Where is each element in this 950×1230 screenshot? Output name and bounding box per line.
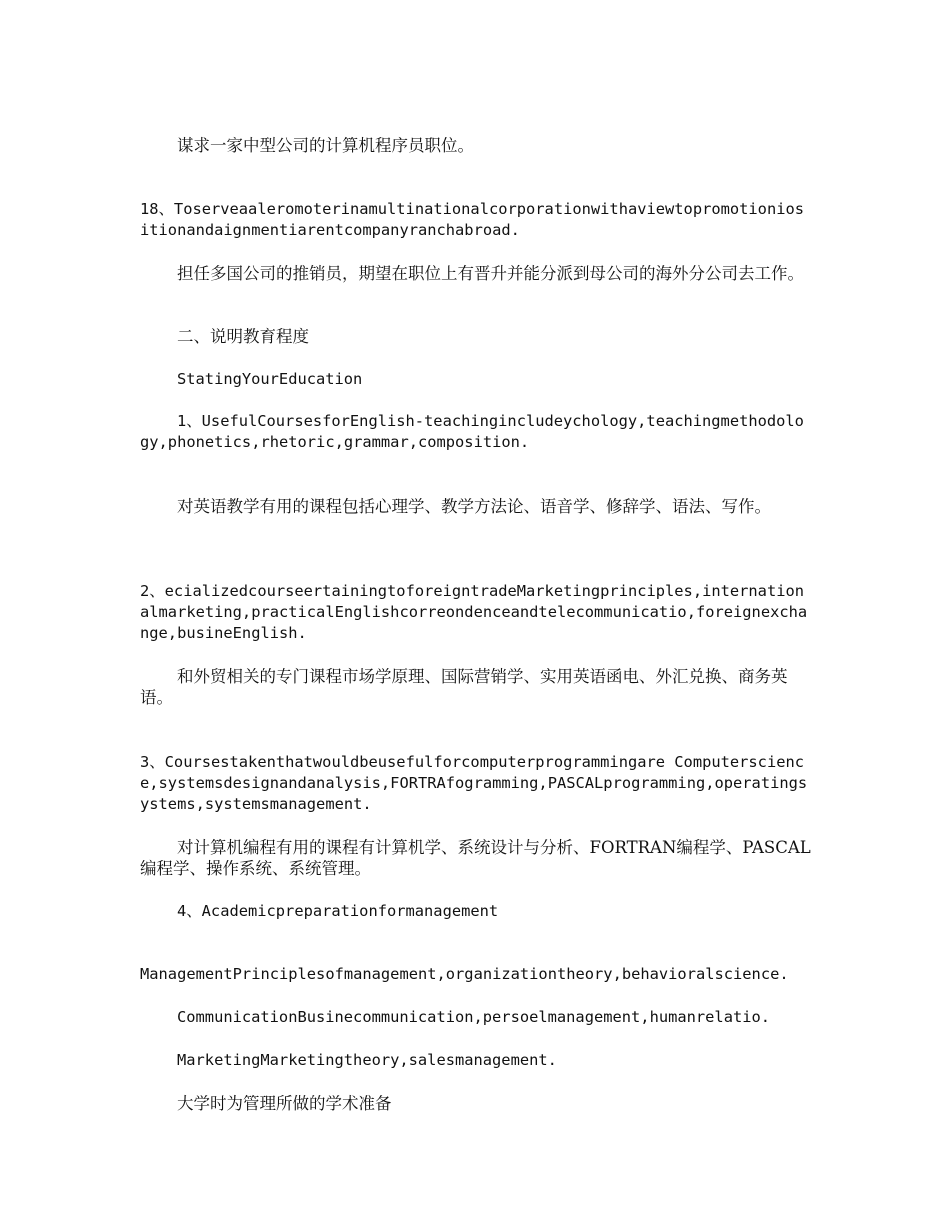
- paragraph-3-en: 3、Coursestakenthatwouldbeusefulforcomputerprogrammingare Computerscience,systemsdesignandanalysis,FORTRAfogramming,PASCALprogramming,operatingsystems,systemsmanagement.: [140, 753, 808, 813]
- paragraph-4-heading-en: 4、Academicpreparationformanagement: [177, 902, 499, 920]
- paragraph-2-cn: 和外贸相关的专门课程市场学原理、国际营销学、实用英语函电、外汇兑换、商务英语。: [140, 667, 788, 707]
- paragraph-3-cn: 对计算机编程有用的课程有计算机学、系统设计与分析、FORTRAN编程学、PASCAL编程学、操作系统、系统管理。: [140, 838, 811, 878]
- paragraph-marketing-en: MarketingMarketingtheory,salesmanagement.: [177, 1051, 557, 1069]
- paragraph-4-cn: 大学时为管理所做的学术准备: [177, 1094, 392, 1113]
- paragraph-communication-en: CommunicationBusinecommunication,persoelmanagement,humanrelatio.: [177, 1008, 771, 1026]
- section-heading-education-cn: 二、说明教育程度: [177, 327, 309, 346]
- paragraph-1-cn: 对英语教学有用的课程包括心理学、教学方法论、语音学、修辞学、语法、写作。: [177, 497, 771, 516]
- paragraph-2-en: 2、ecializedcourseertainingtoforeigntradeMarketingprinciples,internationalmarketing,practicalEnglishcorreondenceandtelecommunicatio,foreignexchange,busineEnglish.: [140, 582, 808, 642]
- paragraph-objective-cn: 谋求一家中型公司的计算机程序员职位。: [177, 136, 474, 155]
- paragraph-management-en: ManagementPrinciplesofmanagement,organizationtheory,behavioralscience.: [140, 965, 789, 983]
- paragraph-1-en: 1、UsefulCoursesforEnglish-teachingincludeychology,teachingmethodology,phonetics,rhetoric,grammar,composition.: [140, 412, 804, 451]
- paragraph-18-en: 18、Toserveaaleromoterinamultinationalcorporationwithaviewtopromotioniositionandaignmentiarentcompanyranchabroad.: [140, 200, 805, 239]
- section-heading-education-en: StatingYourEducation: [177, 370, 363, 388]
- paragraph-18-cn: 担任多国公司的推销员，期望在职位上有晋升并能分派到母公司的海外分公司去工作。: [177, 264, 804, 283]
